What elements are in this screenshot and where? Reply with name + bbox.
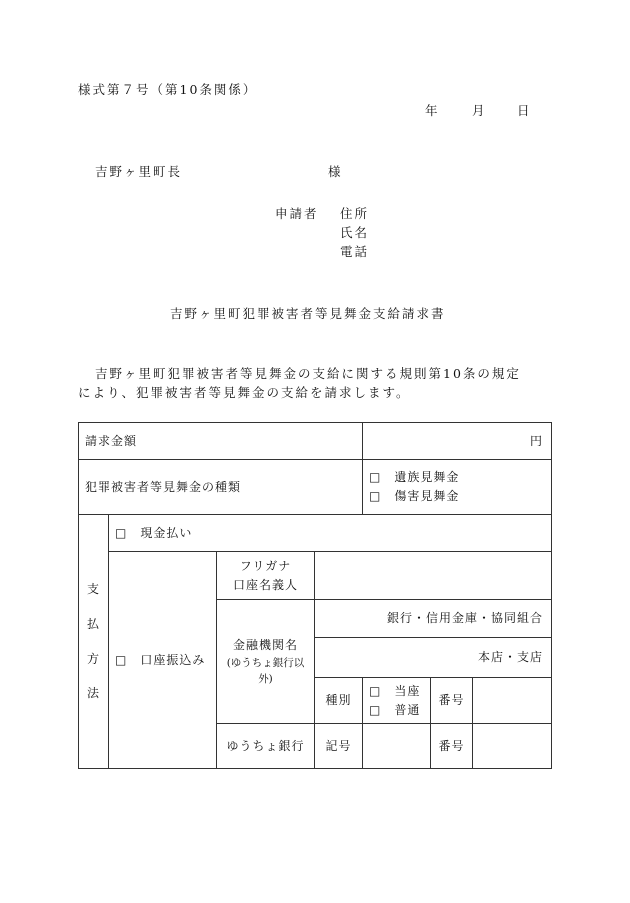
payment-method-label	[79, 515, 109, 769]
yucho-symbol-field[interactable]	[363, 724, 431, 769]
date-day-label: 日	[517, 103, 530, 118]
document-title: 吉野ヶ里町犯罪被害者等見舞金支給請求書	[170, 306, 446, 321]
request-form-table	[78, 422, 552, 769]
payment-method-char: 法	[86, 686, 100, 701]
amount-label: 請求金額	[79, 423, 363, 460]
yucho-bank-label: ゆうちょ銀行	[217, 724, 315, 769]
yucho-symbol-label: 記号	[315, 724, 363, 769]
addressee-honorific: 様	[328, 164, 341, 179]
account-holder-row	[79, 552, 552, 600]
account-number-label: 番号	[431, 678, 473, 724]
yucho-number-label: 番号	[431, 724, 473, 769]
applicant-label: 申請者	[275, 206, 319, 221]
account-type-label: 種別	[315, 678, 363, 724]
checkbox-ordinary-account[interactable]: □ 普通	[369, 702, 421, 717]
payment-method-char: 方	[86, 651, 100, 666]
checkbox-cash-payment[interactable]: □ 現金払い	[109, 515, 552, 552]
yucho-number-field[interactable]	[473, 724, 552, 769]
cash-row	[79, 515, 552, 552]
type-options	[363, 460, 552, 515]
checkbox-current-account[interactable]: □ 当座	[369, 683, 421, 698]
furigana-label: フリガナ	[239, 558, 292, 573]
addressee-name: 吉野ヶ里町長	[95, 164, 183, 179]
account-holder-name-label: 口座名義人	[232, 577, 298, 592]
branch-name-field[interactable]: 本店・支店	[315, 638, 552, 678]
account-holder-label	[217, 552, 315, 600]
account-holder-field[interactable]	[315, 552, 552, 600]
amount-unit: 円	[530, 433, 544, 448]
type-row	[79, 460, 552, 515]
applicant-address-label: 住所	[340, 206, 370, 221]
amount-field[interactable]	[363, 423, 552, 460]
checkbox-injury[interactable]: □ 傷害見舞金	[369, 489, 460, 503]
institution-label: 金融機関名	[232, 637, 298, 652]
amount-row	[79, 423, 552, 460]
account-number-field[interactable]	[473, 678, 552, 724]
payment-method-char: 払	[86, 616, 100, 631]
applicant-name-label: 氏名	[340, 225, 370, 240]
checkbox-bank-transfer[interactable]: □ 口座振込み	[109, 552, 217, 769]
body-line-1: 吉野ヶ里町犯罪被害者等見舞金の支給に関する規則第10条の規定	[95, 366, 521, 381]
date-month-label: 月	[472, 103, 485, 118]
account-type-options	[363, 678, 431, 724]
institution-note: (ゆうちょ銀行以外)	[226, 656, 305, 685]
bank-name-field[interactable]: 銀行・信用金庫・協同組合	[315, 600, 552, 638]
applicant-phone-label: 電話	[340, 244, 370, 259]
form-number: 様式第７号（第10条関係）	[78, 82, 258, 97]
body-line-2: により、犯罪被害者等見舞金の支給を請求します。	[78, 385, 411, 400]
payment-method-char: 支	[86, 582, 100, 597]
type-label: 犯罪被害者等見舞金の種類	[79, 460, 363, 515]
date-year-label: 年	[425, 103, 438, 118]
checkbox-bereaved-family[interactable]: □ 遺族見舞金	[369, 470, 460, 485]
institution-label-cell	[217, 600, 315, 724]
